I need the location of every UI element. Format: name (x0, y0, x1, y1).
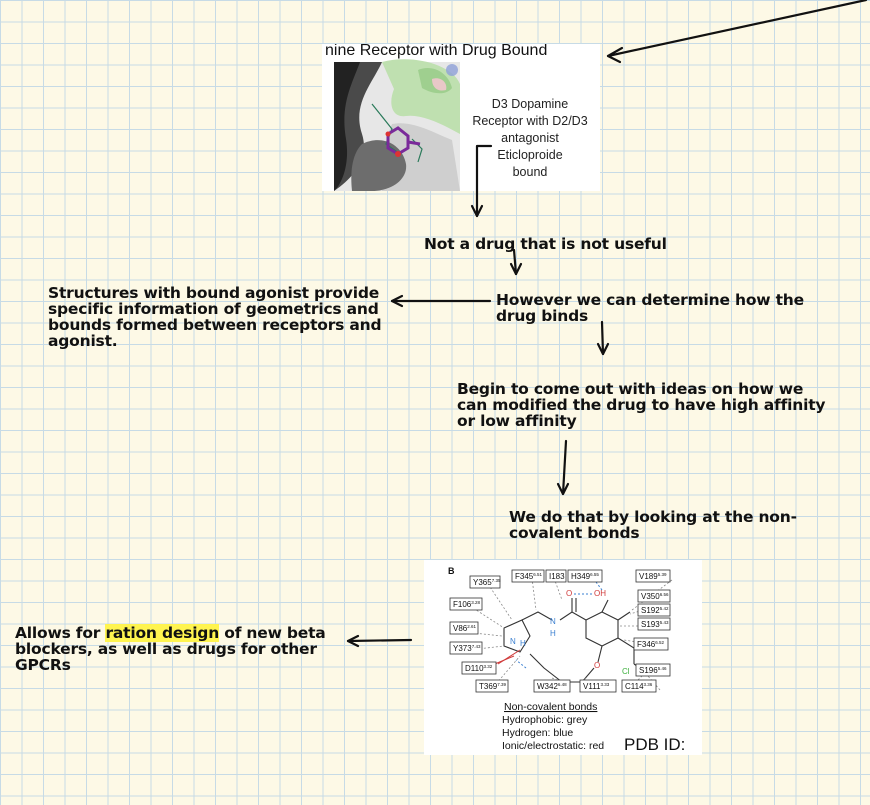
caption-line: antagonist (501, 131, 559, 145)
residue-sup: 3.32 (483, 664, 493, 669)
residue-sup: 6.56 (659, 592, 669, 597)
note-we-do: We do that by looking at the non-covalent bonds (509, 508, 797, 542)
atom-label: N (550, 617, 556, 626)
residue-sup: 6.48 (557, 682, 567, 687)
note-begin-ideas: Begin to come out with ideas on how we can modified the drug to have high affinity or low affinity (457, 380, 826, 430)
atom-label: N (510, 637, 516, 646)
atom-label: OH (594, 589, 606, 598)
arrow-left-to-allows (348, 636, 411, 646)
residue-name: H349 (571, 572, 591, 581)
note-structures: Structures with bound agonist provide specific information of geometrics and bounds formed between receptors and agonist. (48, 284, 382, 350)
legend-title: Non-covalent bonds (504, 701, 598, 713)
residue-name: T369 (479, 682, 498, 691)
atom-label: H (550, 629, 556, 638)
residue-sup: 2.61 (467, 624, 476, 629)
caption-line: Receptor with D2/D3 (472, 114, 588, 128)
residue-name: S192 (641, 606, 660, 615)
residue-name: I183 (549, 572, 565, 581)
residue-sup: 3.33 (600, 682, 610, 687)
arrow-left-to-structures (392, 296, 490, 306)
legend-line: Hydrophobic: grey (502, 714, 588, 726)
residue-sup: 5.46 (657, 666, 667, 671)
note-allows-post: of new beta blockers, as well as drugs for other GPCRs (15, 624, 326, 674)
legend-line: Hydrogen: blue (502, 727, 574, 739)
note-allows (15, 625, 345, 673)
residue-name: S196 (639, 666, 658, 675)
pdb-id-label: PDB ID: (624, 735, 686, 754)
arrow-top-diagonal (608, 0, 866, 62)
residue-sup: 3.28 (471, 600, 480, 605)
note-not-a-drug: Not a drug that is not useful (424, 235, 667, 253)
note-however: However we can determine how the drug binds (496, 291, 804, 325)
atom-label: Cl (622, 667, 630, 676)
note-allows-pre: Allows for (15, 624, 106, 642)
residue-sup: 7.43 (471, 644, 481, 649)
residue-name: D110 (465, 664, 484, 673)
residue-name: F346 (637, 640, 656, 649)
caption-line: D3 Dopamine (491, 97, 569, 111)
receptor-caption (462, 96, 598, 181)
residue-name: V86 (453, 624, 468, 633)
residue-sup: 5.42 (659, 606, 669, 611)
residue-name: V350 (641, 592, 660, 601)
panel-label: B (448, 566, 455, 576)
atom-label: H (520, 639, 526, 648)
residue-sup: 6.52 (655, 640, 664, 645)
atom-label: O (566, 589, 573, 598)
atom-label: O (594, 661, 601, 670)
residue-name: C114 (625, 682, 644, 691)
residue-name: Y365 (473, 578, 492, 587)
arrow-down-to-however (511, 250, 521, 274)
residue-sup: 6.55 (590, 572, 599, 577)
residue-sup: 5.43 (659, 620, 669, 625)
image-title-partial: nine Receptor with Drug Bound (325, 44, 548, 59)
residue-name: S193 (641, 620, 660, 629)
caption-line: Eticloproide (497, 148, 563, 162)
residue-name: Y373 (453, 644, 472, 653)
highlighted-text: ration design (105, 624, 220, 642)
residue-name: W342 (537, 682, 558, 691)
residue-sup: 7.35 (491, 578, 501, 583)
interaction-diagram (424, 560, 702, 755)
residue-name: V111 (583, 682, 601, 691)
residue-sup: 6.51 (533, 572, 542, 577)
residue-sup: 7.39 (497, 682, 506, 687)
arrow-down-to-we-do (558, 441, 568, 494)
interaction-diagram-svg (424, 560, 702, 755)
residue-name: V189 (639, 572, 658, 581)
legend-line: Ionic/electrostatic: red (502, 740, 605, 752)
residue-sup: 5.39 (657, 572, 667, 577)
residue-name: F345 (515, 572, 534, 581)
receptor-image (322, 44, 600, 191)
residue-sup: 3.36 (643, 682, 653, 687)
arrow-down-to-begin (598, 322, 608, 354)
residue-name: F106 (453, 600, 472, 609)
caption-line: bound (512, 165, 548, 179)
